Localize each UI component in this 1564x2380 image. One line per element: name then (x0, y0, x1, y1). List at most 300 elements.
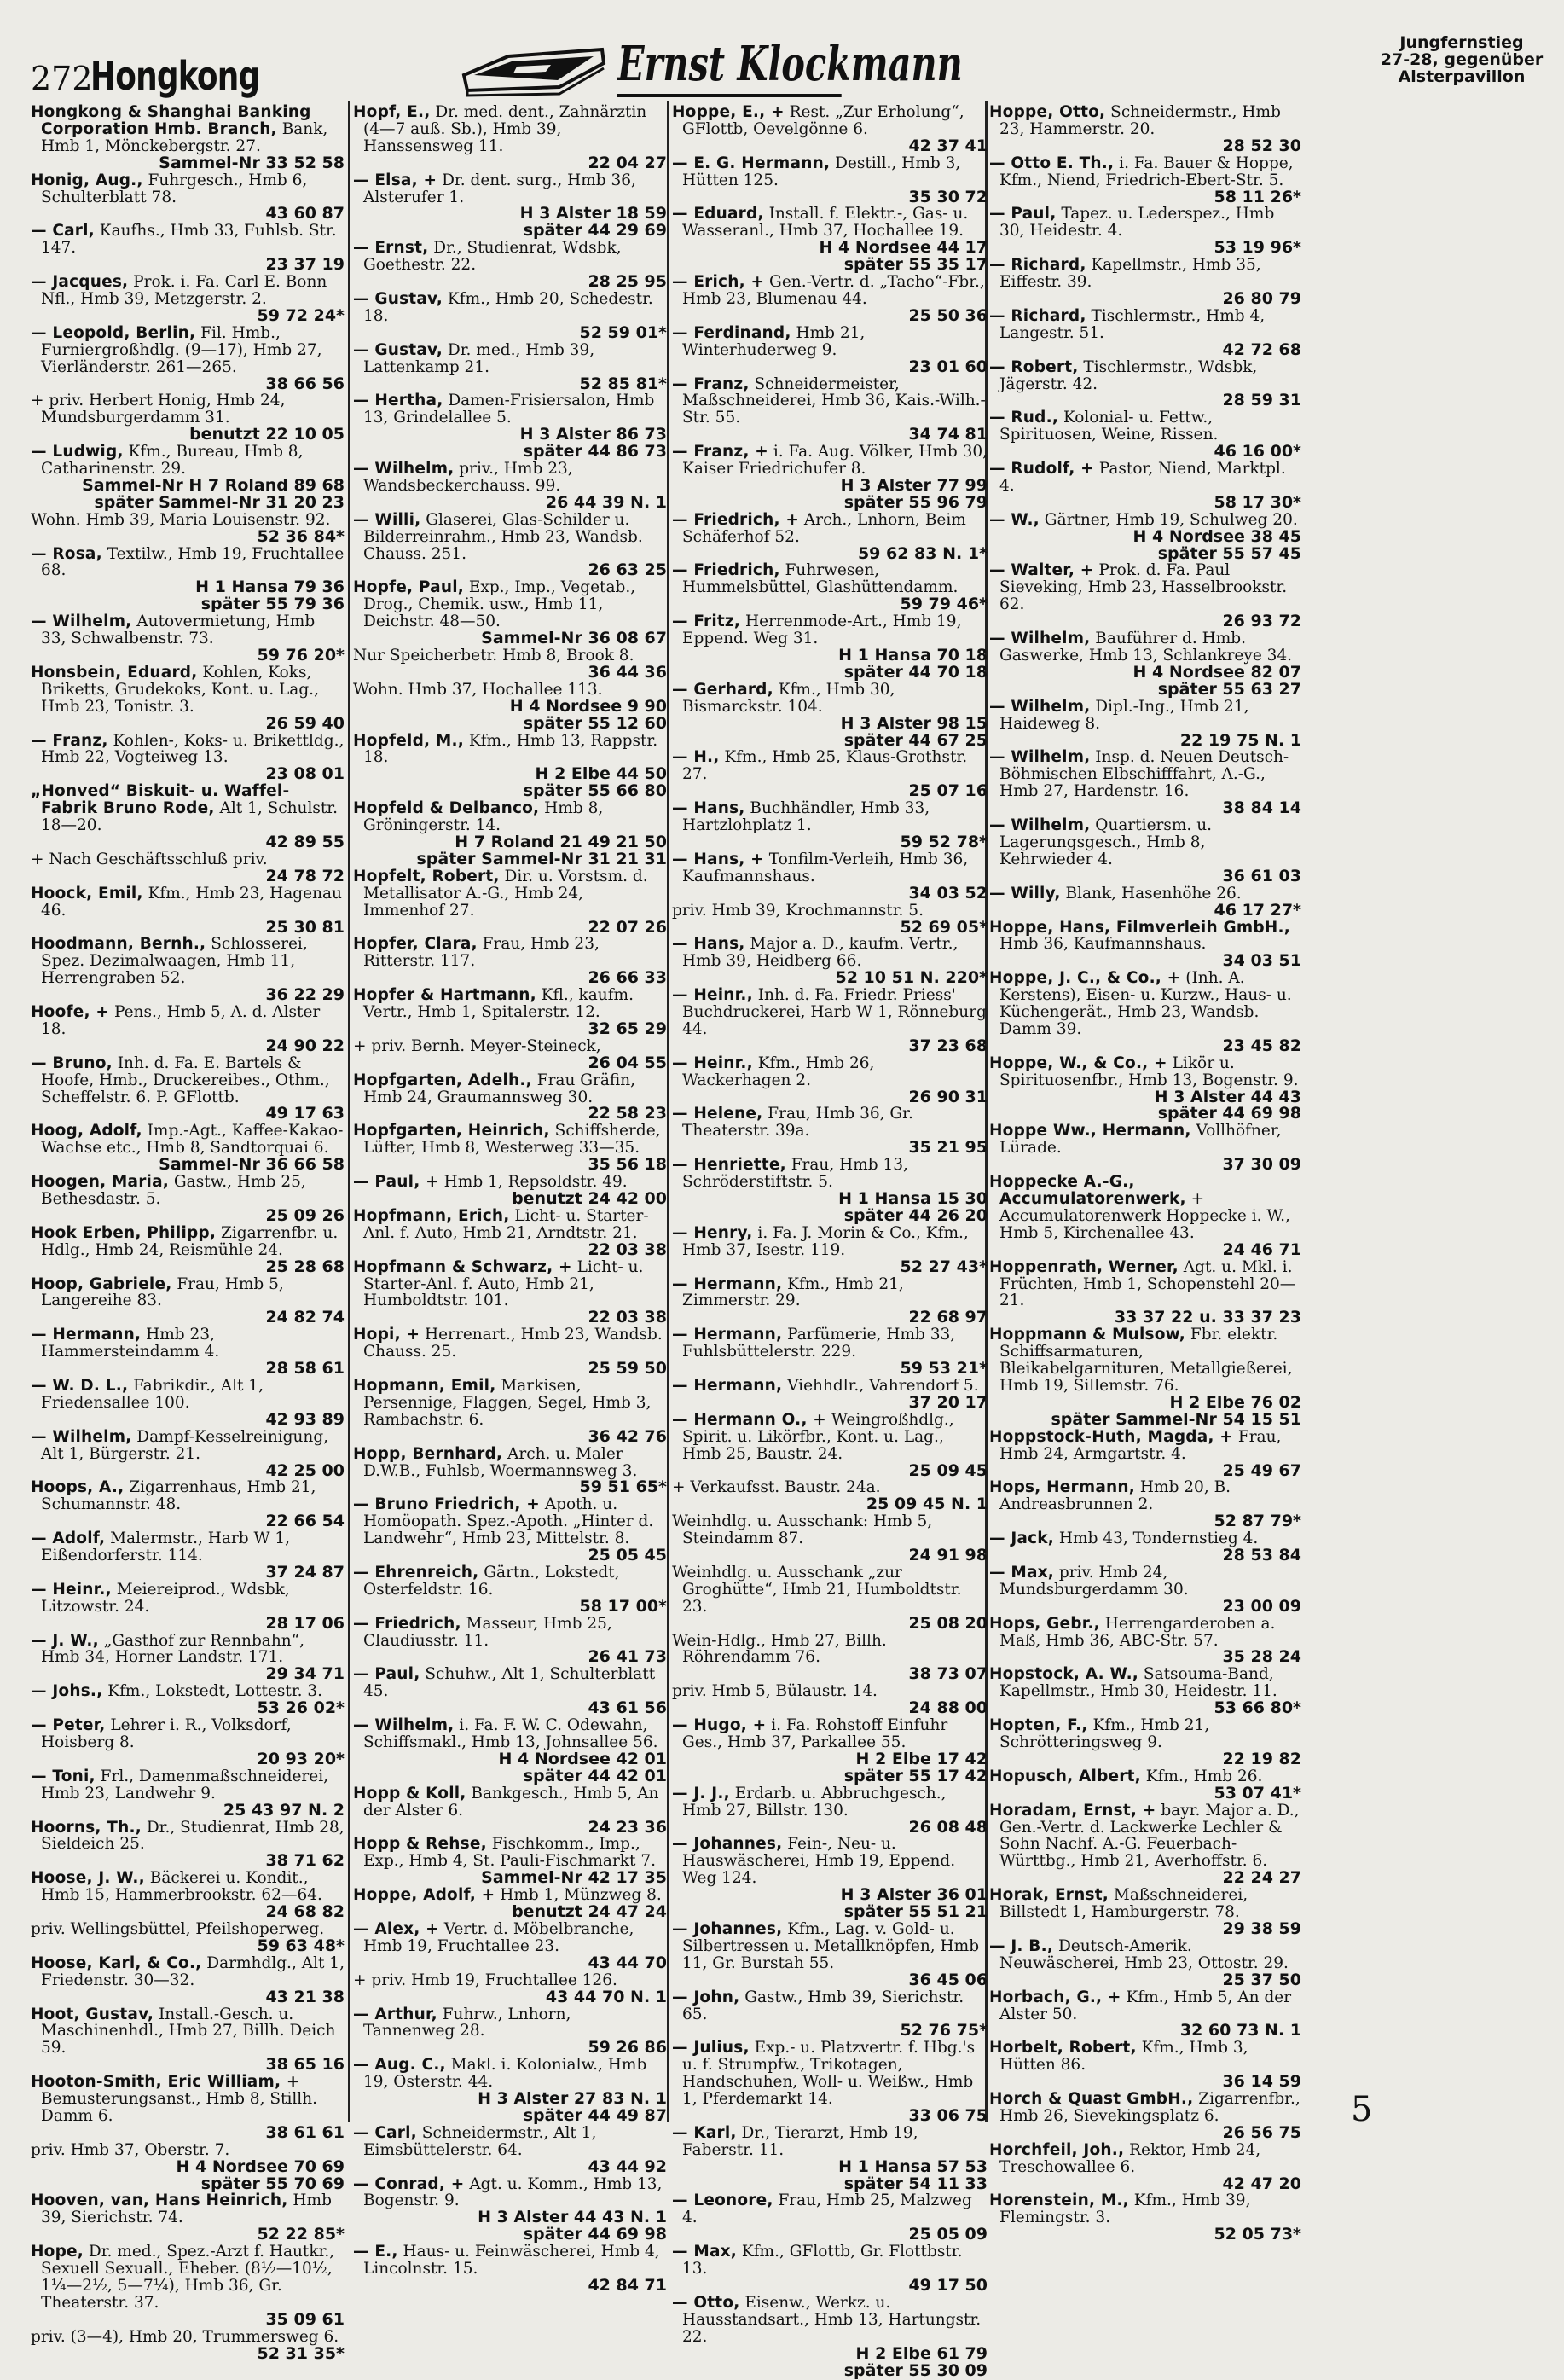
entry-details: Autovermietung, Hmb 33, Schwalbenstr. 73. (41, 612, 316, 648)
entry-details: Major a. D., kaufm. Vertr., Hmb 39, Heidberg 66. (682, 935, 959, 971)
entry-phone: 59 79 46* (900, 595, 988, 614)
directory-entry (989, 1616, 1301, 1667)
entry-name: — Richard, (989, 306, 1086, 325)
directory-entry (31, 613, 345, 665)
entry-details: Rest. „Zur Erholung“, GFlottb, Oevelgönne 6. (682, 103, 964, 138)
entry-name: — Hermann, (672, 1274, 783, 1293)
entry-details: Bemusterungsanst., Hmb 8, Stillh. Damm 6. (41, 2090, 317, 2125)
entry-details: Kfm., Hmb 21, Zimmerstr. 29. (682, 1274, 904, 1310)
entry-phone: 42 93 89 (265, 1409, 345, 1429)
entry-name: — Hertha, (353, 392, 443, 410)
entry-phone: 28 17 06 (265, 1613, 345, 1633)
entry-phone: 58 17 30* (1214, 492, 1301, 512)
entry-name: — Richard, (989, 256, 1086, 275)
directory-entry (672, 1157, 988, 1208)
directory-entry (31, 596, 345, 613)
entry-phone: 42 25 00 (265, 1460, 345, 1480)
directory-entry (353, 1921, 667, 1972)
entry-phone: 49 17 50 (908, 2276, 988, 2295)
entry-details: Hmb 8, Gröningerstr. 14. (363, 799, 604, 835)
entry-details: Schuhw., Alt 1, Schulterblatt 45. (363, 1665, 656, 1701)
entry-phone: Sammel-Nr 36 08 67 (481, 629, 667, 648)
entry-name: Hopp, Bernhard, (353, 1444, 503, 1463)
entry-details: Wohn. Hmb 39, Maria Louisenstr. 92. (31, 510, 331, 529)
entry-phone: 29 38 59 (1222, 1919, 1301, 1938)
directory-entry (672, 2192, 988, 2244)
entry-phone: 59 53 21* (900, 1359, 988, 1379)
column-1 (31, 103, 345, 2363)
entry-details: Kfm., Hmb 26. (1145, 1767, 1263, 1785)
entry-phone: 23 01 60 (908, 357, 988, 376)
entry-name: — J. W., (31, 1631, 99, 1650)
entry-details: bayr. Major a. D., Gen.-Vertr. d. Lackwerke Lechler & Sohn Nachf. A.-G. Feuerbach-Württbg., Hmb 21, Averhoffstr. 6. (999, 1801, 1300, 1871)
entry-name: — Rudolf, + (989, 460, 1094, 479)
entry-phone: später 44 70 18 (843, 662, 988, 682)
directory-entry (989, 970, 1301, 1055)
directory-entry (989, 817, 1301, 885)
entry-phone: H 3 Alster 18 59 (519, 204, 667, 223)
entry-phone: 46 17 27* (1214, 900, 1301, 920)
entry-name: — Eduard, (672, 205, 764, 223)
directory-entry (672, 730, 988, 750)
directory-entry (989, 749, 1301, 817)
entry-name: — Gustav, (353, 340, 443, 359)
entry-details: Agt. u. Mkl. i. Früchten, Hmb 1, Schopenstehl 20—21. (999, 1257, 1296, 1310)
entry-name: Hops, Gebr., (989, 1614, 1100, 1633)
entry-details: Kfm., Lokstedt, Lottestr. 3. (107, 1682, 323, 1701)
entry-name: Hope, (31, 2243, 84, 2261)
directory-entry (353, 868, 667, 937)
directory-entry (31, 1820, 345, 1871)
directory-entry (989, 2091, 1301, 2142)
directory-entry (989, 2142, 1301, 2193)
entry-details: Inh. d. Fa. Friedr. Priess' Buchdruckerei, Harb W 1, Rönneburg 44. (682, 986, 987, 1038)
entry-details: Markisen, Persennige, Flaggen, Segel, Hmb 3, Rambachstr. 6. (363, 1376, 652, 1429)
entry-name: — Jack, (989, 1530, 1055, 1548)
entry-name: Hoppstock-Huth, Magda, + (989, 1427, 1233, 1446)
entry-phone: Sammel-Nr H 7 Roland 89 68 (82, 475, 345, 495)
entry-name: — Wilhelm, (31, 1427, 132, 1446)
entry-name: — Johannes, (672, 1835, 783, 1854)
directory-entry (353, 392, 667, 444)
entry-details: Dr. med. dent., Zahnärztin (4—7 auß. Sb.), Hmb 39, Hanssensweg 11. (363, 103, 647, 155)
directory-entry (672, 903, 988, 937)
entry-phone: 43 60 87 (265, 204, 345, 223)
entry-name: Hoppe, Hans, Filmverleih GmbH., (989, 918, 1290, 937)
directory-entry (672, 1378, 988, 1412)
directory-entry (989, 1326, 1301, 1412)
entry-phone: Sammel-Nr 42 17 35 (481, 1868, 667, 1888)
directory-entry (31, 1326, 345, 1378)
entry-phone: 22 24 27 (1222, 1868, 1301, 1888)
directory-entry (989, 308, 1301, 359)
entry-phone: 43 44 70 N. 1 (545, 1987, 667, 2006)
entry-phone: 32 65 29 (588, 1019, 667, 1038)
entry-details: Schneidermstr., Hmb 23, Hammerstr. 20. (999, 103, 1281, 138)
entry-phone: 59 62 83 N. 1* (857, 543, 988, 563)
directory-entry (31, 172, 345, 223)
directory-entry (31, 492, 345, 512)
entry-name: — Wilhelm, (353, 460, 455, 479)
entry-name: Hoppe, Adolf, + (353, 1886, 495, 1905)
directory-entry (672, 987, 988, 1055)
entry-details: Gen.-Vertr. d. „Tacho“-Fbr., Hmb 23, Blumenau 44. (682, 273, 985, 308)
directory-entry (989, 155, 1301, 206)
entry-phone: 25 05 45 (588, 1546, 667, 1565)
entry-name: — Ludwig, (31, 443, 124, 461)
entry-name: Hoppecke A.-G., Accumulatorenwerk, (989, 1173, 1186, 1208)
entry-details: Kfm., Hmb 26, Wackerhagen 2. (682, 1054, 875, 1089)
entry-details: Herrenmode-Art., Hmb 19, Eppend. Weg 31. (682, 612, 962, 648)
entry-phone: später 55 66 80 (523, 781, 667, 801)
entry-phone: 28 59 31 (1222, 391, 1301, 410)
entry-name: — Heinr., (672, 1054, 753, 1072)
entry-details: Frau Gräfin, Hmb 24, Graumannsweg 30. (363, 1071, 636, 1106)
entry-details: Kfm., Hmb 20, Schedestr. 18. (363, 289, 653, 325)
entry-details: Kfm., Hmb 39, Flemingstr. 3. (999, 2191, 1251, 2227)
directory-entry (353, 444, 667, 461)
entry-details: Kfl., kaufm. Vertr., Hmb 1, Spitalerstr. 12. (363, 986, 634, 1022)
directory-entry (31, 444, 345, 495)
entry-phone: 53 07 41* (1214, 1783, 1301, 1802)
entry-phone: 38 65 16 (265, 2055, 345, 2075)
entry-name: — Toni, (31, 1767, 96, 1785)
entry-details: Bauführer d. Hmb. Gaswerke, Hmb 13, Schlankreye 34. (999, 630, 1293, 665)
entry-details: Arch. u. Maler D.W.B., Fuhlsb, Woermannsweg 3. (363, 1444, 638, 1480)
directory-entry (989, 1123, 1301, 1174)
directory-entry (989, 1479, 1301, 1530)
entry-details: Erdarb. u. Abbruchgesch., Hmb 27, Billstr. 130. (682, 1784, 947, 1820)
directory-entry (31, 1717, 345, 1768)
entry-phone: 59 72 24* (257, 305, 345, 325)
entry-details: + priv. Bernh. Meyer-Steineck, (353, 1036, 601, 1055)
entry-details: priv. Wellingsbüttel, Pfeilshoperweg. (31, 1919, 325, 1938)
entry-name: — Paul, (353, 1665, 420, 1684)
entry-details: Herrengarderoben a. Maß, Hmb 36, ABC-Str. 57. (999, 1614, 1276, 1650)
entry-phone: 59 51 65* (579, 1477, 667, 1497)
directory-entry (353, 851, 667, 868)
entry-details: Darmhdlg., Alt 1, Friedenstr. 30—32. (41, 1953, 345, 1989)
directory-entry (672, 206, 988, 257)
directory-entry (31, 885, 345, 937)
entry-name: Horchfeil, Joh., (989, 2140, 1125, 2159)
entry-phone: 58 11 26* (1214, 187, 1301, 206)
directory-entry (353, 682, 667, 716)
entry-name: Hopfmann, Erich, (353, 1206, 510, 1225)
entry-name: — Karl, (672, 2123, 737, 2142)
entry-phone: 52 22 85* (257, 2225, 345, 2244)
entry-name: Hongkong & Shanghai Banking Corporation Hmb. Branch, (31, 103, 311, 138)
entry-name: — J. B., (989, 1936, 1054, 1955)
entry-details: Kaufhs., Hmb 33, Fuhlsb. Str. 147. (41, 222, 337, 258)
directory-entry (672, 2244, 988, 2295)
entry-details: Dr., Studienrat, Hmb 28, Sieldeich 25. (41, 1818, 345, 1854)
directory-entry (672, 1768, 988, 1785)
entry-phone: 24 68 82 (265, 1902, 345, 1922)
entry-name: — Carl, (31, 222, 95, 241)
entry-name: Hopmann, Emil, (353, 1376, 496, 1395)
entry-name: Horadam, Ernst, + (989, 1801, 1156, 1820)
entry-details: Fuhrwesen, Hummelsbüttel, Glashüttendamm. (682, 561, 959, 597)
entry-name: Horbelt, Robert, (989, 2039, 1137, 2058)
entry-details: priv. Hmb 24, Mundsburgerdamm 30. (999, 1563, 1189, 1599)
entry-phone: später 55 17 42 (843, 1766, 988, 1785)
directory-entry (989, 206, 1301, 257)
entry-details: Fischkomm., Imp., Exp., Hmb 4, St. Pauli-Fischmarkt 7. (363, 1835, 656, 1871)
directory-entry (353, 291, 667, 342)
entry-details: Hmb 39, Sierichstr. 74. (41, 2191, 332, 2227)
entry-phone: später Sammel-Nr 31 20 23 (94, 492, 345, 512)
entry-details: Fein-, Neu- u. Hauswäscherei, Hmb 19, Eppend. Weg 124. (682, 1835, 956, 1888)
entry-phone: H 3 Alster 44 43 N. 1 (478, 2208, 667, 2227)
directory-entry (31, 783, 345, 851)
entry-name: Honsbein, Eduard, (31, 663, 198, 682)
directory-entry (353, 936, 667, 987)
entry-phone: 26 56 75 (1222, 2122, 1301, 2142)
entry-details: Tonfilm-Verleih, Hmb 36, Kaufmannshaus. (682, 850, 969, 885)
entry-details: Kapellmstr., Hmb 35, Eiffestr. 39. (999, 256, 1261, 292)
entry-phone: H 2 Elbe 61 79 (855, 2343, 988, 2363)
entry-name: Hopfgarten, Heinrich, (353, 1122, 550, 1141)
directory-entry (353, 1666, 667, 1717)
entry-phone: 26 04 55 (588, 1053, 667, 1072)
entry-details: Exp., Imp., Vegetab., Drog., Chemik. usw., Hmb 11, Deichstr. 48—50. (363, 578, 636, 631)
entry-name: Hopfmann & Schwarz, + (353, 1257, 572, 1276)
entry-phone: 43 61 56 (588, 1698, 667, 1718)
entry-name: — Friedrich, (353, 1614, 461, 1633)
entry-details: Kfm., Hmb 21, Schrötteringsweg 9. (999, 1716, 1210, 1751)
entry-name: Hopfer, Clara, (353, 935, 478, 954)
entry-details: Kfm., Bureau, Hmb 8, Catharinenstr. 29. (41, 443, 304, 479)
entry-phone: 28 52 30 (1222, 136, 1301, 155)
entry-details: Zigarrenfbr., Hmb 26, Sievekingsplatz 6. (999, 2090, 1300, 2125)
directory-entry (353, 783, 667, 800)
entry-details: Imp.-Agt., Kaffee-Kakao-Wachse etc., Hmb 8, Sandtorquai 6. (41, 1122, 344, 1158)
entry-phone: später 44 86 73 (523, 442, 667, 461)
entry-phone: später 55 12 60 (523, 713, 667, 733)
entry-details: Kfm., Hmb 5, An der Alster 50. (999, 1988, 1292, 2023)
entry-phone: 25 49 67 (1222, 1460, 1301, 1480)
entry-name: — H., (672, 748, 720, 767)
directory-entry (353, 1717, 667, 1768)
entry-name: — Henriette, (672, 1156, 786, 1175)
entry-name: Hoppe, W., & Co., + (989, 1054, 1167, 1072)
entry-details: Nur Speicherbetr. Hmb 8, Brook 8. (353, 647, 634, 665)
entry-phone: 35 56 18 (588, 1155, 667, 1175)
directory-entry (989, 1055, 1301, 1106)
entry-name: Hoogen, Maria, (31, 1173, 170, 1192)
entry-details: priv. Hmb 5, Bülaustr. 14. (672, 1682, 878, 1701)
entry-phone: 26 93 72 (1222, 612, 1301, 631)
directory-entry (353, 1972, 667, 2006)
entry-name: — Max, (989, 1563, 1054, 1582)
entry-phone: H 3 Alster 36 01 (840, 1885, 988, 1905)
entry-details: Bäckerei u. Kondit., Hmb 15, Hammerbrookstr. 62—64. (41, 1869, 322, 1905)
entry-name: — Elsa, + (353, 171, 437, 189)
entry-phone: benutzt 22 10 05 (189, 425, 345, 444)
entry-name: — Gustav, (353, 289, 443, 308)
entry-phone: 34 03 51 (1222, 951, 1301, 971)
entry-phone: benutzt 24 42 00 (512, 1189, 667, 1208)
advert-address-line: Jungfernstieg (1399, 33, 1524, 52)
entry-name: — Carl, (353, 2123, 417, 2142)
directory-entry (672, 274, 988, 325)
entry-details: Schneidermstr., Alt 1, Eimsbüttelerstr. 64. (363, 2123, 597, 2159)
entry-phone: 36 42 76 (588, 1426, 667, 1446)
entry-phone: 46 16 00* (1214, 442, 1301, 461)
directory-entry (989, 1717, 1301, 1768)
entry-name: — E. G. Hermann, (672, 154, 831, 172)
entry-phone: 24 82 74 (265, 1308, 345, 1327)
directory-entry (989, 1409, 1301, 1429)
entry-name: — Johannes, (672, 1919, 783, 1938)
entry-phone: 59 76 20* (257, 646, 345, 665)
directory-entry (31, 1633, 345, 1684)
entry-phone: H 4 Nordsee 9 90 (509, 696, 667, 716)
entry-details: Pastor, Niend, Marktpl. 4. (999, 460, 1286, 495)
entry-phone: 37 24 87 (265, 1562, 345, 1582)
entry-phone: 22 58 23 (588, 1104, 667, 1123)
entry-phone: 59 63 48* (257, 1936, 345, 1955)
directory-entry (989, 1106, 1301, 1123)
entry-phone: 25 59 50 (588, 1359, 667, 1379)
entry-phone: später 55 63 27 (1157, 679, 1301, 699)
entry-phone: 53 19 96* (1214, 238, 1301, 258)
entry-phone: H 2 Elbe 17 42 (855, 1749, 988, 1768)
directory-entry (989, 2040, 1301, 2091)
directory-entry (672, 562, 988, 613)
directory-entry (989, 562, 1301, 630)
entry-phone: später 44 26 20 (843, 1205, 988, 1225)
directory-entry (353, 240, 667, 291)
directory-entry (353, 2176, 667, 2227)
entry-name: — Wilhelm, (989, 816, 1091, 835)
entry-details: Kohlen-, Koks- u. Brikettldg., Hmb 22, Vogteiweg 13. (41, 731, 345, 767)
entry-name: — Franz, + (672, 443, 768, 461)
entry-details: Herrenart., Hmb 23, Wandsb. Chauss. 25. (363, 1326, 663, 1361)
entry-phone: später Sammel-Nr 54 15 51 (1051, 1409, 1301, 1429)
directory-entry (353, 800, 667, 851)
directory-entry (672, 749, 988, 800)
entry-name: — Helene, (672, 1105, 763, 1123)
entry-details: Fbr. elektr. Schiffsarmaturen, Bleikabelgarnituren, Metallgießerei, Hmb 19, Sillemstr. 76. (999, 1326, 1293, 1395)
entry-name: Horak, Ernst, (989, 1886, 1109, 1905)
entry-phone: 26 41 73 (588, 1647, 667, 1667)
entry-name: — Gerhard, (672, 680, 773, 699)
directory-entry (989, 359, 1301, 410)
entry-details: Kfm., Hmb 30, Bismarckstr. 104. (682, 680, 895, 716)
entry-details: Weingroßhdlg., Spirit. u. Likörfbr., Kont. u. Lag., Hmb 25, Baustr. 24. (682, 1410, 954, 1463)
entry-phone: 36 61 03 (1222, 866, 1301, 885)
entry-phone: 23 08 01 (265, 764, 345, 784)
directory-entry (353, 1616, 667, 1667)
entry-details: Viehhdlr., Vahrendorf 5. (787, 1376, 979, 1395)
directory-entry (353, 1446, 667, 1497)
entry-phone: 52 05 73* (1214, 2225, 1301, 2244)
directory-entry (31, 665, 345, 733)
entry-details: Install. f. Elektr.-, Gas- u. Wasseranl., Hmb 37, Hochallee 19. (682, 205, 969, 241)
directory-entry (672, 1276, 988, 1327)
entry-phone: Sammel-Nr 36 66 58 (159, 1155, 345, 1175)
entry-phone: 42 72 68 (1222, 340, 1301, 359)
entry-name: Horch & Quast GmbH., (989, 2090, 1194, 2109)
entry-phone: H 4 Nordsee 44 17 (819, 238, 988, 258)
entry-phone: 23 37 19 (265, 255, 345, 275)
entry-details: Dipl.-Ing., Hmb 21, Haideweg 8. (999, 697, 1249, 733)
entry-phone: H 2 Elbe 76 02 (1169, 1392, 1301, 1412)
entry-details: Bankgesch., Hmb 5, An der Alster 6. (363, 1784, 659, 1820)
entry-name: — Walter, + (989, 561, 1094, 580)
directory-entry (672, 492, 988, 512)
entry-phone: 26 66 33 (588, 968, 667, 988)
entry-details: Exp.- u. Platzvertr. f. Hbg.'s u. f. Strumpfw., Trikotagen, Handschuhen, Woll- u. Weißw., Hmb 1, Pferdemarkt 14. (682, 2039, 976, 2109)
entry-details: + Verkaufsst. Baustr. 24a. (672, 1478, 881, 1497)
entry-details: Dr., Studienrat, Wdsbk, Goethestr. 22. (363, 239, 622, 275)
entry-name: Hoops, A., (31, 1478, 125, 1497)
entry-details: Blank, Hasenhöhe 26. (1065, 884, 1242, 903)
entry-details: Tischlermstr., Wdsbk, Jägerstr. 42. (999, 357, 1258, 393)
entry-details: Zigarrenfbr. u. Hdlg., Hmb 24, Reismühle 24. (41, 1223, 339, 1259)
entry-phone: 28 53 84 (1222, 1546, 1301, 1565)
entry-phone: später 44 42 01 (523, 1766, 667, 1785)
directory-entry (989, 699, 1301, 750)
directory-entry (353, 1768, 667, 1785)
directory-entry (989, 920, 1301, 971)
entry-name: — Rosa, (31, 544, 102, 563)
entry-details: Vollhöfner, Lürade. (999, 1122, 1282, 1158)
entry-details: Licht- u. Starter-Anl. f. Auto, Hmb 21, Humboldtstr. 101. (363, 1257, 644, 1310)
entry-phone: 25 43 97 N. 2 (223, 1800, 345, 1820)
entry-name: Hooven, van, Hans Heinrich, (31, 2191, 288, 2210)
directory-entry (672, 1564, 988, 1633)
entry-name: — Ferdinand, (672, 323, 791, 342)
directory-entry (672, 1717, 988, 1768)
entry-details: Fuhrgesch., Hmb 6, Schulterblatt 78. (41, 171, 308, 206)
entry-name: — Leonore, (672, 2191, 773, 2210)
entry-details: Dr. med., Hmb 39, Lattenkamp 21. (363, 340, 595, 376)
entry-name: — Conrad, + (353, 2174, 465, 2193)
entry-phone: später 44 69 98 (1157, 1104, 1301, 1123)
advert-address (1359, 34, 1564, 85)
entry-details: Schlosserei, Spez. Dezimalwaagen, Hmb 11, Herrengraben 52. (41, 935, 308, 988)
entry-details: Dampf-Kesselreinigung, Alt 1, Bürgerstr. 21. (41, 1427, 329, 1463)
directory-entry (31, 1768, 345, 1820)
entry-details: Licht- u. Starter-Anl. f. Auto, Hmb 21, Arndtstr. 21. (363, 1206, 649, 1242)
directory-entry (989, 461, 1301, 512)
column-rule (667, 101, 669, 2122)
directory-entry (672, 682, 988, 733)
directory-entry (989, 885, 1301, 920)
entry-details: Destill., Hmb 3, Hütten 125. (682, 154, 961, 189)
entry-details: i. Fa. J. Morin & Co., Kfm., Hmb 37, Isestr. 119. (682, 1223, 969, 1259)
directory-entry (31, 1582, 345, 1633)
column-4 (989, 103, 1301, 2244)
entry-phone: H 3 Alster 98 15 (840, 713, 988, 733)
entry-details: Makl. i. Kolonialw., Hmb 19, Osterstr. 44. (363, 2056, 647, 2092)
entry-name: — W. D. L., (31, 1376, 129, 1395)
entry-details: Bank, Hmb 1, Mönckebergstr. 27. (41, 119, 328, 155)
entry-phone: 24 46 71 (1222, 1239, 1301, 1259)
directory-entry (31, 2074, 345, 2142)
entry-phone: 43 44 70 (588, 1953, 667, 1972)
entry-details: + priv. Hmb 19, Fruchtallee 126. (353, 1971, 617, 1989)
directory-entry (353, 1038, 667, 1072)
entry-phone: H 1 Hansa 79 36 (195, 578, 345, 597)
entry-details: Vertr. d. Möbelbranche, Hmb 19, Fruchtallee 23. (363, 1919, 634, 1955)
entry-name: Horenstein, M., (989, 2191, 1129, 2210)
entry-name: Hoppe Ww., Hermann, (989, 1122, 1191, 1141)
directory-entry (31, 1955, 345, 2006)
